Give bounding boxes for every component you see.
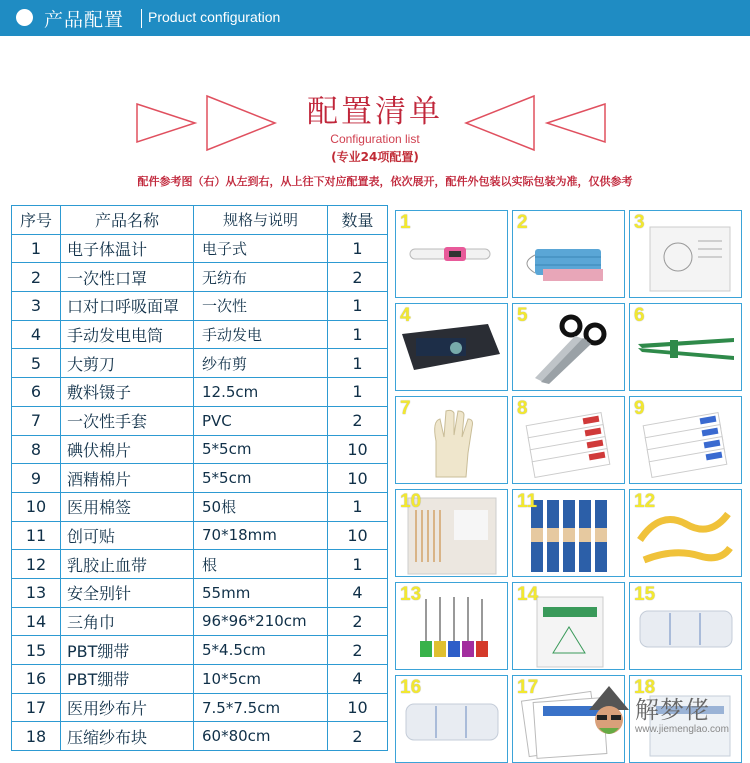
product-name: 创可贴 bbox=[61, 521, 194, 550]
product-spec: 手动发电 bbox=[194, 320, 328, 349]
table-header-row bbox=[12, 206, 388, 235]
table-row bbox=[12, 406, 388, 435]
cpr-mask-photo bbox=[630, 211, 741, 297]
product-qty: 2 bbox=[328, 406, 388, 435]
header-title-en: Product configuration bbox=[148, 9, 281, 25]
photo-number: 4 bbox=[400, 305, 411, 326]
product-photo-tile bbox=[395, 489, 508, 577]
product-qty: 4 bbox=[328, 578, 388, 607]
iodine-pad-photo bbox=[513, 397, 624, 483]
row-index: 6 bbox=[12, 378, 61, 407]
product-qty: 10 bbox=[328, 464, 388, 493]
product-spec: 5*5cm bbox=[194, 464, 328, 493]
col-header-index: 序号 bbox=[12, 206, 61, 235]
glove-photo bbox=[396, 397, 507, 483]
product-photo-tile bbox=[512, 210, 625, 298]
table-row bbox=[12, 665, 388, 694]
product-name: 医用棉签 bbox=[61, 492, 194, 521]
photo-number: 1 bbox=[400, 212, 411, 233]
product-spec: 5*4.5cm bbox=[194, 636, 328, 665]
col-header-spec: 规格与说明 bbox=[194, 206, 328, 235]
row-index: 3 bbox=[12, 292, 61, 321]
photo-number: 10 bbox=[400, 491, 422, 512]
table-row bbox=[12, 693, 388, 722]
table-row bbox=[12, 234, 388, 263]
product-spec: 电子式 bbox=[194, 234, 328, 263]
product-name: 压缩纱布块 bbox=[61, 722, 194, 751]
product-name: 乳胶止血带 bbox=[61, 550, 194, 579]
row-index: 2 bbox=[12, 263, 61, 292]
product-photo-tile bbox=[629, 489, 742, 577]
face-mask-photo bbox=[513, 211, 624, 297]
product-name: 医用纱布片 bbox=[61, 693, 194, 722]
product-spec: 12.5cm bbox=[194, 378, 328, 407]
row-index: 13 bbox=[12, 578, 61, 607]
product-photo-tile bbox=[512, 582, 625, 670]
table-row bbox=[12, 435, 388, 464]
product-qty: 1 bbox=[328, 550, 388, 579]
col-header-name: 产品名称 bbox=[61, 206, 194, 235]
product-name: 三角巾 bbox=[61, 607, 194, 636]
product-spec: 无纺布 bbox=[194, 263, 328, 292]
product-qty: 10 bbox=[328, 693, 388, 722]
configuration-table bbox=[11, 205, 388, 751]
row-index: 9 bbox=[12, 464, 61, 493]
photo-number: 9 bbox=[634, 398, 645, 419]
photo-number: 15 bbox=[634, 584, 656, 605]
product-qty: 2 bbox=[328, 607, 388, 636]
row-index: 15 bbox=[12, 636, 61, 665]
row-index: 5 bbox=[12, 349, 61, 378]
scissors-photo bbox=[513, 304, 624, 390]
product-qty: 1 bbox=[328, 378, 388, 407]
product-qty: 1 bbox=[328, 234, 388, 263]
section-heading bbox=[0, 86, 750, 165]
photo-number: 3 bbox=[634, 212, 645, 233]
product-name: PBT绷带 bbox=[61, 636, 194, 665]
product-spec: 50根 bbox=[194, 492, 328, 521]
photo-number: 14 bbox=[517, 584, 539, 605]
product-spec: 7.5*7.5cm bbox=[194, 693, 328, 722]
product-photo-tile bbox=[629, 582, 742, 670]
photo-number: 16 bbox=[400, 677, 422, 698]
table-row bbox=[12, 722, 388, 751]
product-name: 一次性口罩 bbox=[61, 263, 194, 292]
table-row bbox=[12, 550, 388, 579]
photo-number: 2 bbox=[517, 212, 528, 233]
tweezers-photo bbox=[630, 304, 741, 390]
row-index: 12 bbox=[12, 550, 61, 579]
header-divider bbox=[141, 9, 142, 28]
photo-number: 11 bbox=[517, 491, 538, 512]
row-index: 14 bbox=[12, 607, 61, 636]
table-row bbox=[12, 578, 388, 607]
reference-note: 配件参考图（右）从左到右，从上往下对应配置表，依次展开，配件外包装以实际包装为准，仅供参考 bbox=[137, 175, 633, 188]
photo-number: 7 bbox=[400, 398, 411, 419]
product-photo-tile bbox=[629, 210, 742, 298]
header-title-cn: 产品配置 bbox=[44, 9, 125, 31]
logo-icon bbox=[585, 682, 633, 742]
product-qty: 10 bbox=[328, 435, 388, 464]
product-photo-tile bbox=[395, 210, 508, 298]
product-spec: PVC bbox=[194, 406, 328, 435]
photo-number: 17 bbox=[517, 677, 539, 698]
circle-icon bbox=[16, 9, 33, 26]
table-row bbox=[12, 263, 388, 292]
product-spec: 根 bbox=[194, 550, 328, 579]
product-name: PBT绷带 bbox=[61, 665, 194, 694]
thermometer-photo bbox=[396, 211, 507, 297]
product-spec: 60*80cm bbox=[194, 722, 328, 751]
row-index: 10 bbox=[12, 492, 61, 521]
product-name: 碘伏棉片 bbox=[61, 435, 194, 464]
product-photo-tile bbox=[512, 396, 625, 484]
product-spec: 纱布剪 bbox=[194, 349, 328, 378]
table-row bbox=[12, 320, 388, 349]
product-spec: 55mm bbox=[194, 578, 328, 607]
table-row bbox=[12, 292, 388, 321]
table-row bbox=[12, 521, 388, 550]
watermark-text: 解梦佬 bbox=[635, 696, 710, 724]
product-qty: 1 bbox=[328, 292, 388, 321]
watermark bbox=[585, 682, 750, 748]
flashlight-photo bbox=[396, 304, 507, 390]
table-row bbox=[12, 464, 388, 493]
item-count: (专业24项配置) bbox=[331, 150, 419, 164]
row-index: 11 bbox=[12, 521, 61, 550]
photo-number: 5 bbox=[517, 305, 528, 326]
product-qty: 10 bbox=[328, 521, 388, 550]
page-title: 配置清单 bbox=[307, 94, 443, 130]
product-qty: 1 bbox=[328, 349, 388, 378]
page-subtitle: Configuration list bbox=[330, 132, 420, 146]
product-spec: 一次性 bbox=[194, 292, 328, 321]
product-name: 大剪刀 bbox=[61, 349, 194, 378]
product-qty: 1 bbox=[328, 492, 388, 521]
product-qty: 1 bbox=[328, 320, 388, 349]
header-bar bbox=[0, 0, 750, 36]
photo-number: 8 bbox=[517, 398, 528, 419]
product-spec: 5*5cm bbox=[194, 435, 328, 464]
product-photo-tile bbox=[629, 396, 742, 484]
photo-number: 12 bbox=[634, 491, 656, 512]
product-qty: 2 bbox=[328, 722, 388, 751]
product-qty: 2 bbox=[328, 263, 388, 292]
product-photo-tile bbox=[629, 303, 742, 391]
product-photo-tile bbox=[512, 489, 625, 577]
product-qty: 2 bbox=[328, 636, 388, 665]
row-index: 17 bbox=[12, 693, 61, 722]
product-photo-tile bbox=[395, 582, 508, 670]
row-index: 7 bbox=[12, 406, 61, 435]
row-index: 4 bbox=[12, 320, 61, 349]
row-index: 8 bbox=[12, 435, 61, 464]
product-name: 口对口呼吸面罩 bbox=[61, 292, 194, 321]
row-index: 16 bbox=[12, 665, 61, 694]
product-name: 敷料镊子 bbox=[61, 378, 194, 407]
product-photo-tile bbox=[395, 396, 508, 484]
product-spec: 70*18mm bbox=[194, 521, 328, 550]
product-photo-tile bbox=[395, 303, 508, 391]
product-spec: 96*96*210cm bbox=[194, 607, 328, 636]
product-name: 一次性手套 bbox=[61, 406, 194, 435]
row-index: 18 bbox=[12, 722, 61, 751]
table-row bbox=[12, 636, 388, 665]
table-row bbox=[12, 492, 388, 521]
alcohol-pad-photo bbox=[630, 397, 741, 483]
watermark-url: www.jiemenglao.com bbox=[635, 724, 729, 735]
product-name: 手动发电电筒 bbox=[61, 320, 194, 349]
product-name: 电子体温计 bbox=[61, 234, 194, 263]
photo-number: 13 bbox=[400, 584, 422, 605]
col-header-qty: 数量 bbox=[328, 206, 388, 235]
row-index: 1 bbox=[12, 234, 61, 263]
photo-number: 18 bbox=[634, 677, 656, 698]
table-row bbox=[12, 378, 388, 407]
photo-number: 6 bbox=[634, 305, 645, 326]
product-photo-tile bbox=[512, 303, 625, 391]
product-photo-tile bbox=[395, 675, 508, 763]
table-row bbox=[12, 349, 388, 378]
table-row bbox=[12, 607, 388, 636]
product-spec: 10*5cm bbox=[194, 665, 328, 694]
product-name: 安全别针 bbox=[61, 578, 194, 607]
product-name: 酒精棉片 bbox=[61, 464, 194, 493]
product-qty: 4 bbox=[328, 665, 388, 694]
